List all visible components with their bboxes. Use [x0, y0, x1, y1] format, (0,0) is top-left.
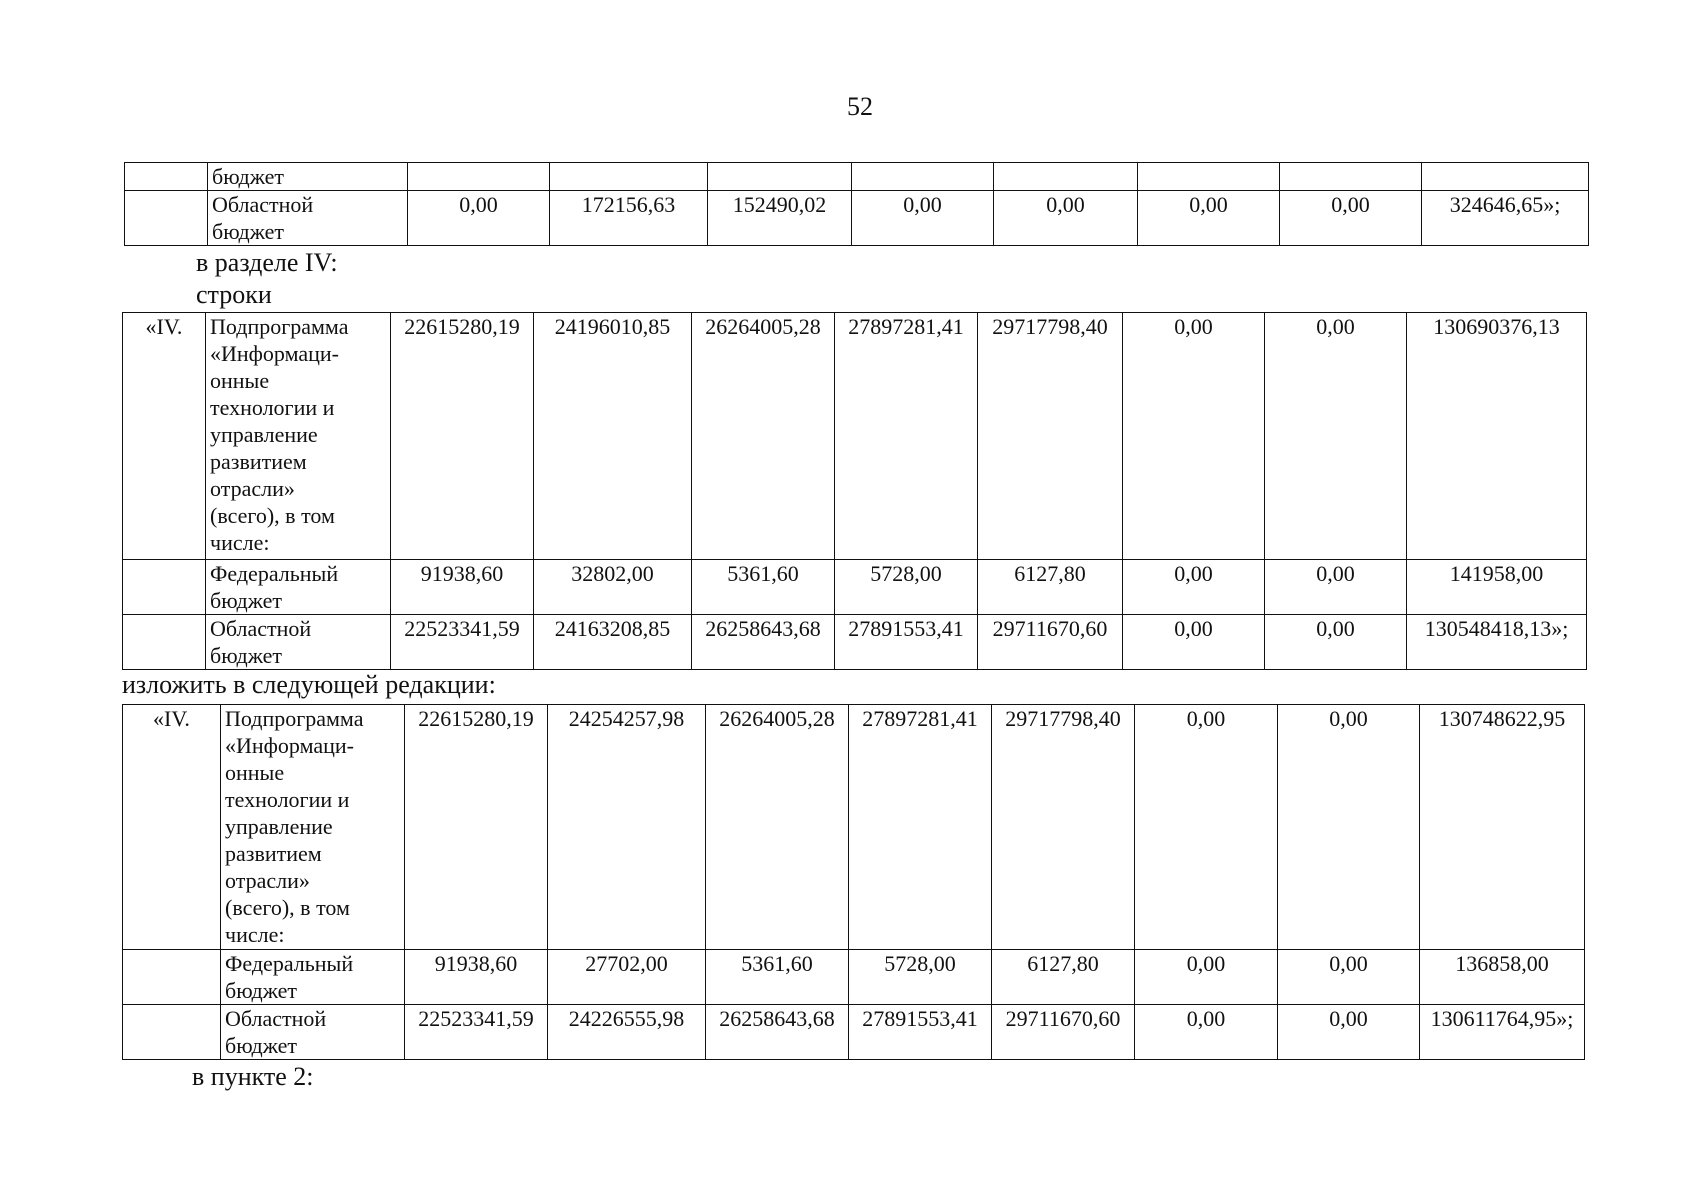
value-cell: 27897281,41 [835, 313, 978, 560]
value-cell: 141958,00 [1407, 560, 1587, 615]
value-cell: 27897281,41 [849, 705, 992, 950]
row-name: Федеральный бюджет [206, 560, 391, 615]
table-old [122, 312, 1587, 670]
value-cell: 0,00 [1265, 615, 1407, 670]
value-cell: 26264005,28 [706, 705, 849, 950]
row-index [123, 615, 206, 670]
value-cell [708, 163, 852, 191]
value-cell: 0,00 [1265, 313, 1407, 560]
value-cell: 24254257,98 [548, 705, 706, 950]
value-cell: 6127,80 [978, 560, 1123, 615]
value-cell: 130548418,13»; [1407, 615, 1587, 670]
table-row [125, 163, 1589, 191]
value-cell: 0,00 [1278, 705, 1420, 950]
row-index [123, 1005, 221, 1060]
value-cell: 5728,00 [835, 560, 978, 615]
value-cell: 0,00 [1280, 191, 1422, 246]
value-cell: 22615280,19 [391, 313, 534, 560]
table-row [123, 615, 1587, 670]
value-cell: 0,00 [1123, 615, 1265, 670]
value-cell: 130690376,13 [1407, 313, 1587, 560]
value-cell [550, 163, 708, 191]
row-index [123, 950, 221, 1005]
value-cell: 172156,63 [550, 191, 708, 246]
row-index [125, 163, 208, 191]
value-cell: 5728,00 [849, 950, 992, 1005]
row-index [123, 560, 206, 615]
value-cell: 26258643,68 [692, 615, 835, 670]
page-number: 52 [847, 92, 873, 121]
value-cell: 5361,60 [706, 950, 849, 1005]
value-cell: 22523341,59 [405, 1005, 548, 1060]
row-index: «IV. [123, 313, 206, 560]
row-name: Подпрограмма «Информаци- онные технологии и управление развитием отрасли» (всего), в том числе: [206, 313, 391, 560]
value-cell: 0,00 [1123, 560, 1265, 615]
table-new [122, 704, 1585, 1060]
value-cell: 24226555,98 [548, 1005, 706, 1060]
value-cell: 27891553,41 [835, 615, 978, 670]
value-cell: 130611764,95»; [1420, 1005, 1585, 1060]
value-cell: 22615280,19 [405, 705, 548, 950]
value-cell: 29711670,60 [992, 1005, 1135, 1060]
value-cell: 0,00 [408, 191, 550, 246]
table-row [123, 313, 1587, 560]
value-cell: 29717798,40 [992, 705, 1135, 950]
table-row [123, 950, 1585, 1005]
table-row [123, 705, 1585, 950]
value-cell: 26264005,28 [692, 313, 835, 560]
value-cell: 0,00 [1135, 950, 1278, 1005]
value-cell: 27702,00 [548, 950, 706, 1005]
replace-text: изложить в следующей редакции: [122, 670, 496, 699]
row-name: Федеральный бюджет [221, 950, 405, 1005]
value-cell: 22523341,59 [391, 615, 534, 670]
value-cell: 0,00 [994, 191, 1138, 246]
value-cell [1138, 163, 1280, 191]
value-cell: 130748622,95 [1420, 705, 1585, 950]
table-row [123, 1005, 1585, 1060]
value-cell: 136858,00 [1420, 950, 1585, 1005]
value-cell: 0,00 [852, 191, 994, 246]
value-cell: 0,00 [1138, 191, 1280, 246]
row-index [125, 191, 208, 246]
value-cell: 324646,65»; [1422, 191, 1589, 246]
row-name: Областной бюджет [206, 615, 391, 670]
value-cell: 29717798,40 [978, 313, 1123, 560]
row-name: Подпрограмма «Информаци- онные технологии и управление развитием отрасли» (всего), в том числе: [221, 705, 405, 950]
row-name: Областной бюджет [221, 1005, 405, 1060]
value-cell: 91938,60 [391, 560, 534, 615]
value-cell [1280, 163, 1422, 191]
value-cell: 5361,60 [692, 560, 835, 615]
value-cell [994, 163, 1138, 191]
value-cell: 0,00 [1135, 1005, 1278, 1060]
value-cell: 0,00 [1278, 950, 1420, 1005]
value-cell: 24163208,85 [534, 615, 692, 670]
value-cell [408, 163, 550, 191]
row-name: бюджет [208, 163, 408, 191]
table-row [123, 560, 1587, 615]
row-name: Областной бюджет [208, 191, 408, 246]
value-cell: 29711670,60 [978, 615, 1123, 670]
value-cell [1422, 163, 1589, 191]
value-cell: 6127,80 [992, 950, 1135, 1005]
value-cell: 0,00 [1123, 313, 1265, 560]
value-cell: 152490,02 [708, 191, 852, 246]
value-cell [852, 163, 994, 191]
rows-text: строки [196, 280, 272, 309]
value-cell: 0,00 [1278, 1005, 1420, 1060]
value-cell: 26258643,68 [706, 1005, 849, 1060]
section-text: в разделе IV: [196, 248, 338, 277]
point-text: в пункте 2: [192, 1062, 314, 1091]
value-cell: 32802,00 [534, 560, 692, 615]
table-row [125, 191, 1589, 246]
value-cell: 24196010,85 [534, 313, 692, 560]
value-cell: 0,00 [1135, 705, 1278, 950]
table-top [124, 162, 1589, 246]
row-index: «IV. [123, 705, 221, 950]
value-cell: 27891553,41 [849, 1005, 992, 1060]
value-cell: 0,00 [1265, 560, 1407, 615]
value-cell: 91938,60 [405, 950, 548, 1005]
